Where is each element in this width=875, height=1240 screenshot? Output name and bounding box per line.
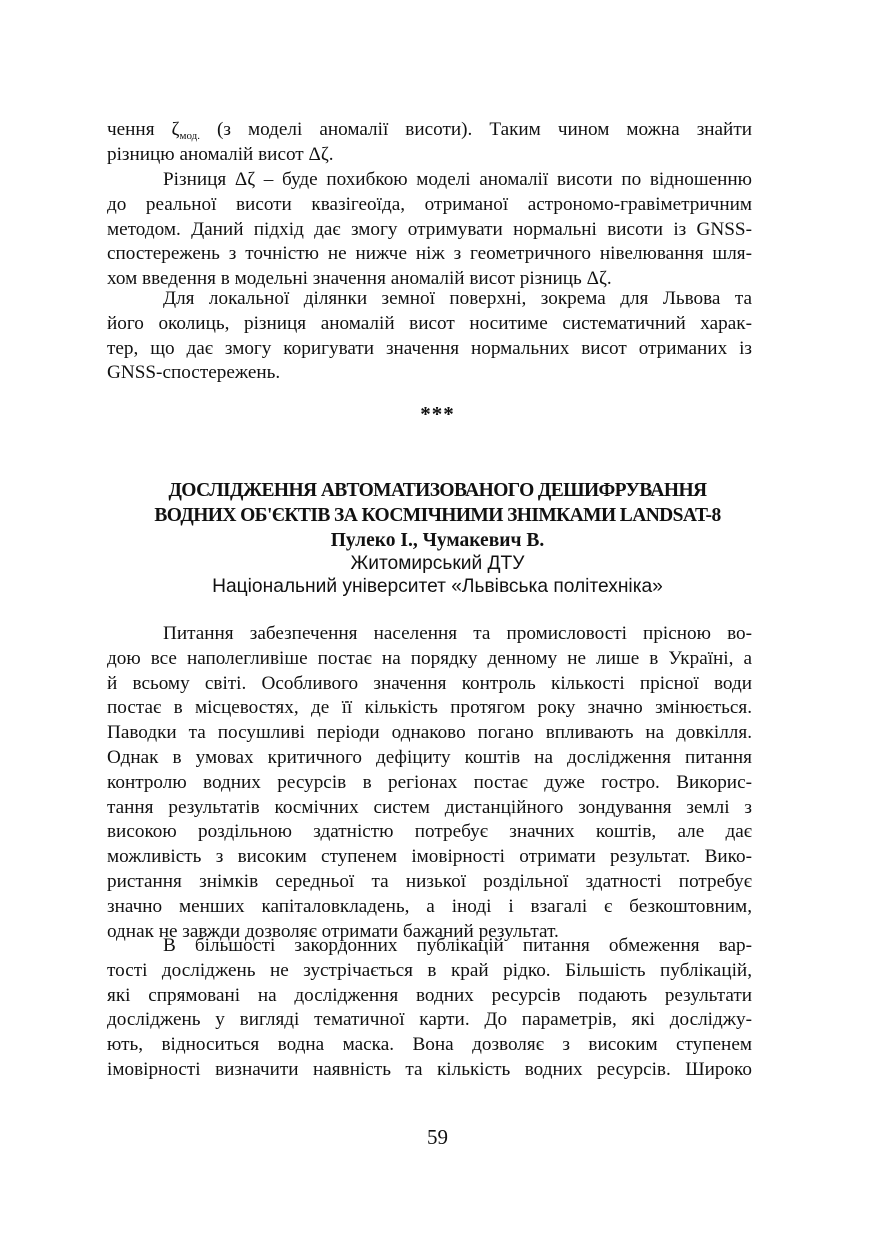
paragraph-line: можливість з високим ступенем імовірності отримати результат. Вико- — [107, 846, 752, 868]
paragraph-line: різницю аномалій висот Δζ. — [107, 143, 334, 165]
paragraph-line: дою все наполегливіше постає на порядку денному не лише в Україні, а — [107, 647, 752, 669]
paragraph-line: високою роздільною здатністю потребує значних коштів, але дає — [107, 821, 752, 843]
paragraph-line: ють, відноситься водна маска. Вона дозволяє з високим ступенем — [107, 1034, 752, 1056]
article-authors: Пулеко І., Чумакевич В. — [330, 530, 545, 551]
paragraph-4 — [107, 622, 752, 944]
paragraph-line: ристання знімків середньої та низької роздільної здатності потребує — [107, 870, 752, 892]
paragraph-3 — [107, 287, 752, 386]
text-fragment: чення ζ — [107, 119, 180, 140]
paragraph-line: тер, що дає змогу коригувати значення нормальних висот отриманих із — [107, 337, 752, 359]
subscript-text: мод. — [179, 130, 200, 142]
paragraph-line — [107, 118, 752, 143]
paragraph-line: які спрямовані на дослідження водних ресурсів подають результати — [107, 984, 752, 1006]
paragraph-line: В більшості закордонних публікацій питання обмеження вар- — [163, 935, 752, 956]
section-separator: *** — [420, 402, 455, 426]
paragraph-2 — [107, 168, 752, 292]
paragraph-line: досліджень у вигляді тематичної карти. До параметрів, які досліджу- — [107, 1009, 752, 1031]
paragraph-line: GNSS-спостережень. — [107, 362, 281, 384]
paragraph-line: значно менших капіталовкладень, а іноді і взагалі є безкоштовним, — [107, 895, 752, 917]
paragraph-line: постає в місцевостях, де її кількість протягом року значно змінюється. — [107, 697, 752, 719]
affiliation-2: Національний університет «Львівська політехніка» — [212, 576, 663, 597]
paragraph-line: Паводки та посушливі періоди однаково погано впливають на довкілля. — [107, 722, 752, 744]
paragraph-line: його околиць, різниця аномалій висот носитиме систематичний харак- — [107, 312, 752, 334]
paragraph-line: й всьому світі. Особливого значення контроль кількості прісної води — [107, 672, 752, 694]
affiliation-1: Житомирський ДТУ — [350, 553, 525, 574]
page-number: 59 — [427, 1125, 448, 1149]
paragraph-line: Однак в умовах критичного дефіциту коштів на дослідження питання — [107, 746, 752, 768]
article-title-line-2: ВОДНИХ ОБ'ЄКТІВ ЗА КОСМІЧНИМИ ЗНІМКАМИ LANDSAT-8 — [154, 505, 721, 526]
paragraph-line: Різниця Δζ – буде похибкою моделі аномалії висоти по відношенню — [163, 169, 752, 190]
paragraph-line: тості досліджень не зустрічається в край рідко. Більшість публікацій, — [107, 959, 752, 981]
article-title-line-1: ДОСЛІДЖЕННЯ АВТОМАТИЗОВАНОГО ДЕШИФРУВАННЯ — [168, 480, 707, 501]
paragraph-line: Питання забезпечення населення та промисловості прісною во- — [163, 623, 752, 644]
paragraph-line: хом введення в модельні значення аномалій висот різниць Δζ. — [107, 268, 612, 290]
paragraph-1 — [107, 118, 752, 168]
paragraph-line: Для локальної ділянки земної поверхні, зокрема для Львова та — [163, 288, 752, 309]
text-fragment: (з моделі аномалії висоти). Таким чином можна знайти — [199, 119, 752, 140]
paragraph-line: тання результатів космічних систем дистанційного зондування землі з — [107, 796, 752, 818]
paragraph-line: до реальної висоти квазігеоїда, отриманої астрономо-гравіметричним — [107, 193, 752, 215]
paragraph-5 — [107, 934, 752, 1083]
paragraph-line: методом. Даний підхід дає змогу отримувати нормальні висоти із GNSS- — [107, 218, 752, 240]
paragraph-line: контролю водних ресурсів в регіонах постає дуже гостро. Викорис- — [107, 771, 752, 793]
paragraph-line: спостережень з точністю не нижче ніж з геометричного нівелювання шля- — [107, 243, 752, 265]
paragraph-line: імовірності визначити наявність та кількість водних ресурсів. Широко — [107, 1058, 752, 1080]
paragraph-line: однак не завжди дозволяє отримати бажаний результат. — [107, 920, 559, 942]
